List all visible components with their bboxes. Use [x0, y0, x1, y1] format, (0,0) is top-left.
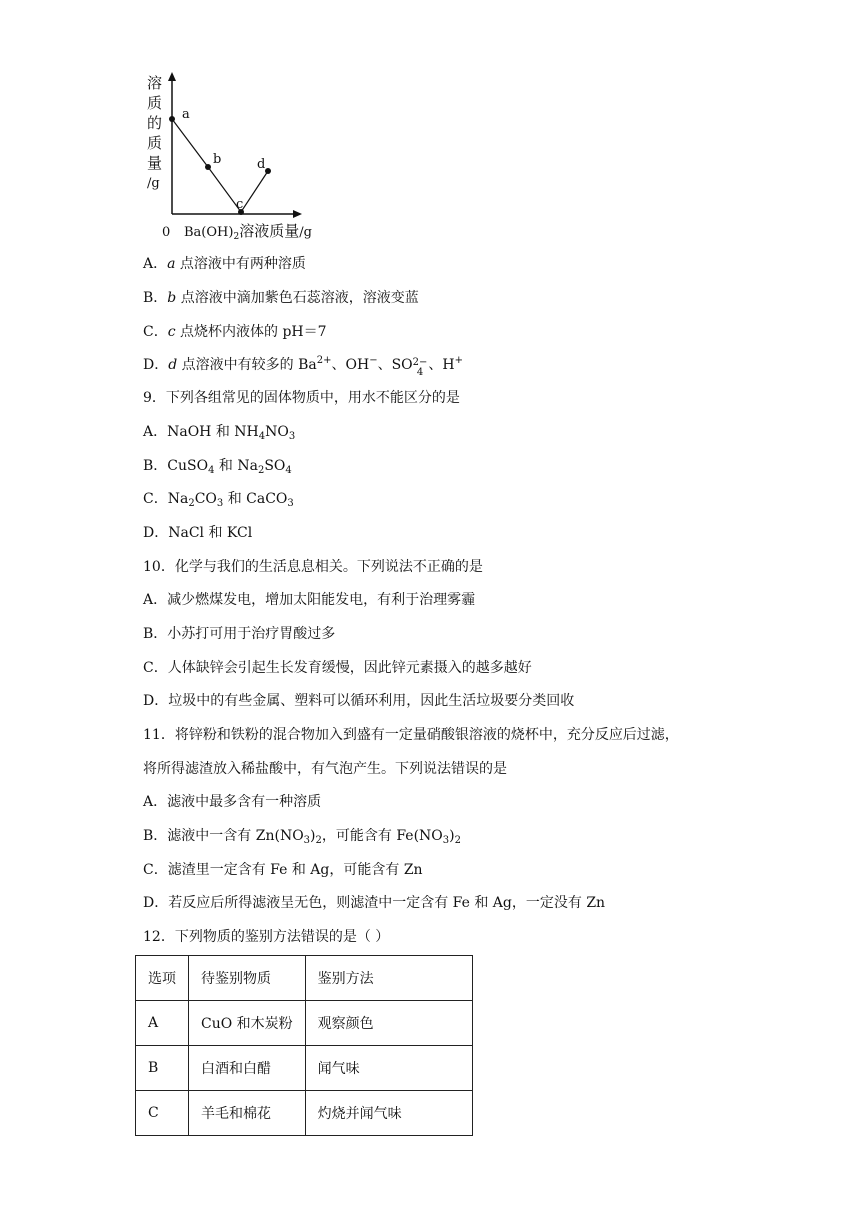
- y-axis-char: 质: [147, 134, 163, 152]
- table-row: [136, 1001, 473, 1046]
- table-cell: 待鉴别物质: [189, 956, 306, 1001]
- q8-option-d: D．d 点溶液中有较多的 $Ba^{2+}$、OH−、SO 2− 4 、H+: [143, 355, 464, 378]
- q11-option-c: C．滤渣里一定含有 Fe 和 Ag，可能含有 Zn: [143, 862, 423, 878]
- table-row: [136, 1046, 473, 1091]
- q10-option-b: B．小苏打可用于治疗胃酸过多: [143, 626, 336, 642]
- x-axis-label: $Ba(OH)_2$溶液质量/g: [184, 222, 312, 242]
- table-cell: 观察颜色: [305, 1001, 472, 1046]
- point-label: b: [213, 152, 222, 167]
- solute-mass-graph: [140, 68, 320, 244]
- y-axis-char: 溶: [147, 74, 163, 92]
- q10-option-c: C．人体缺锌会引起生长发育缓慢，因此锌元素摄入的越多越好: [143, 660, 532, 676]
- table-cell: CuO 和木炭粉: [189, 1001, 306, 1046]
- table-row: [136, 1091, 473, 1136]
- table-cell: 选项: [136, 956, 189, 1001]
- q10-option-d: D．垃圾中的有些金属、塑料可以循环利用，因此生活垃圾要分类回收: [143, 693, 575, 709]
- x-origin: 0: [162, 225, 171, 240]
- q10-stem: 10．化学与我们的生活息息相关。下列说法不正确的是: [143, 559, 483, 575]
- point-label: a: [182, 107, 190, 122]
- y-axis-unit: /g: [147, 176, 160, 191]
- q12-stem: 12．下列物质的鉴别方法错误的是（ ）: [143, 929, 390, 945]
- y-axis-char: 的: [147, 114, 163, 132]
- q9-option-b: B．CuSO$_4$ 和 $Na_2SO_4$: [143, 458, 292, 476]
- q10-option-a: A．减少燃煤发电，增加太阳能发电，有利于治理雾霾: [143, 592, 476, 608]
- q11-stem-line1: 11．将锌粉和铁粉的混合物加入到盛有一定量硝酸银溶液的烧杯中，充分反应后过滤，: [143, 727, 679, 743]
- q8-option-c: C．c 点烧杯内液体的 pH＝7: [143, 324, 327, 340]
- table-cell: A: [136, 1001, 189, 1046]
- table-header-row: [136, 956, 473, 1001]
- point-a: [169, 116, 175, 122]
- table-cell: 羊毛和棉花: [189, 1091, 306, 1136]
- q8-option-a: A．a 点溶液中有两种溶质: [143, 256, 306, 272]
- q11-stem-line2: 将所得滤渣放入稀盐酸中，有气泡产生。下列说法错误的是: [143, 761, 507, 777]
- sulfate-charge: 2− 4: [412, 357, 428, 378]
- q9-option-c: C．$Na_2CO_3$ 和 CaCO$_3$: [143, 491, 294, 509]
- y-axis-char: 量: [147, 154, 163, 172]
- table-cell: C: [136, 1091, 189, 1136]
- point-b: [205, 164, 211, 170]
- q9-option-d: D．NaCl 和 KCl: [143, 525, 253, 541]
- q9-stem: 9．下列各组常见的固体物质中，用水不能区分的是: [143, 390, 460, 406]
- q8-option-b: B．b 点溶液中滴加紫色石蕊溶液，溶液变蓝: [143, 290, 419, 306]
- y-axis-arrow: [168, 72, 176, 81]
- q11-option-a: A．滤液中最多含有一种溶质: [143, 794, 322, 810]
- table-cell: 白酒和白醋: [189, 1046, 306, 1091]
- point-label: c: [236, 197, 244, 212]
- point-label: d: [257, 157, 266, 172]
- y-axis-char: 质: [147, 94, 163, 112]
- table-cell: 鉴别方法: [305, 956, 472, 1001]
- q11-option-d: D．若反应后所得滤液呈无色，则滤渣中一定含有 Fe 和 Ag，一定没有 Zn: [143, 895, 606, 911]
- point-d: [265, 168, 271, 174]
- table-cell: 闻气味: [305, 1046, 472, 1091]
- q12-table: [135, 955, 473, 1136]
- table-cell: 灼烧并闻气味: [305, 1091, 472, 1136]
- x-axis-arrow: [293, 210, 302, 218]
- q11-option-b: B．滤液中一含有 $Zn(NO_3)_2$，可能含有 $Fe(NO_3)_2$: [143, 828, 461, 846]
- q9-option-a: A．NaOH 和 $NH_4NO_3$: [143, 424, 296, 442]
- table-cell: B: [136, 1046, 189, 1091]
